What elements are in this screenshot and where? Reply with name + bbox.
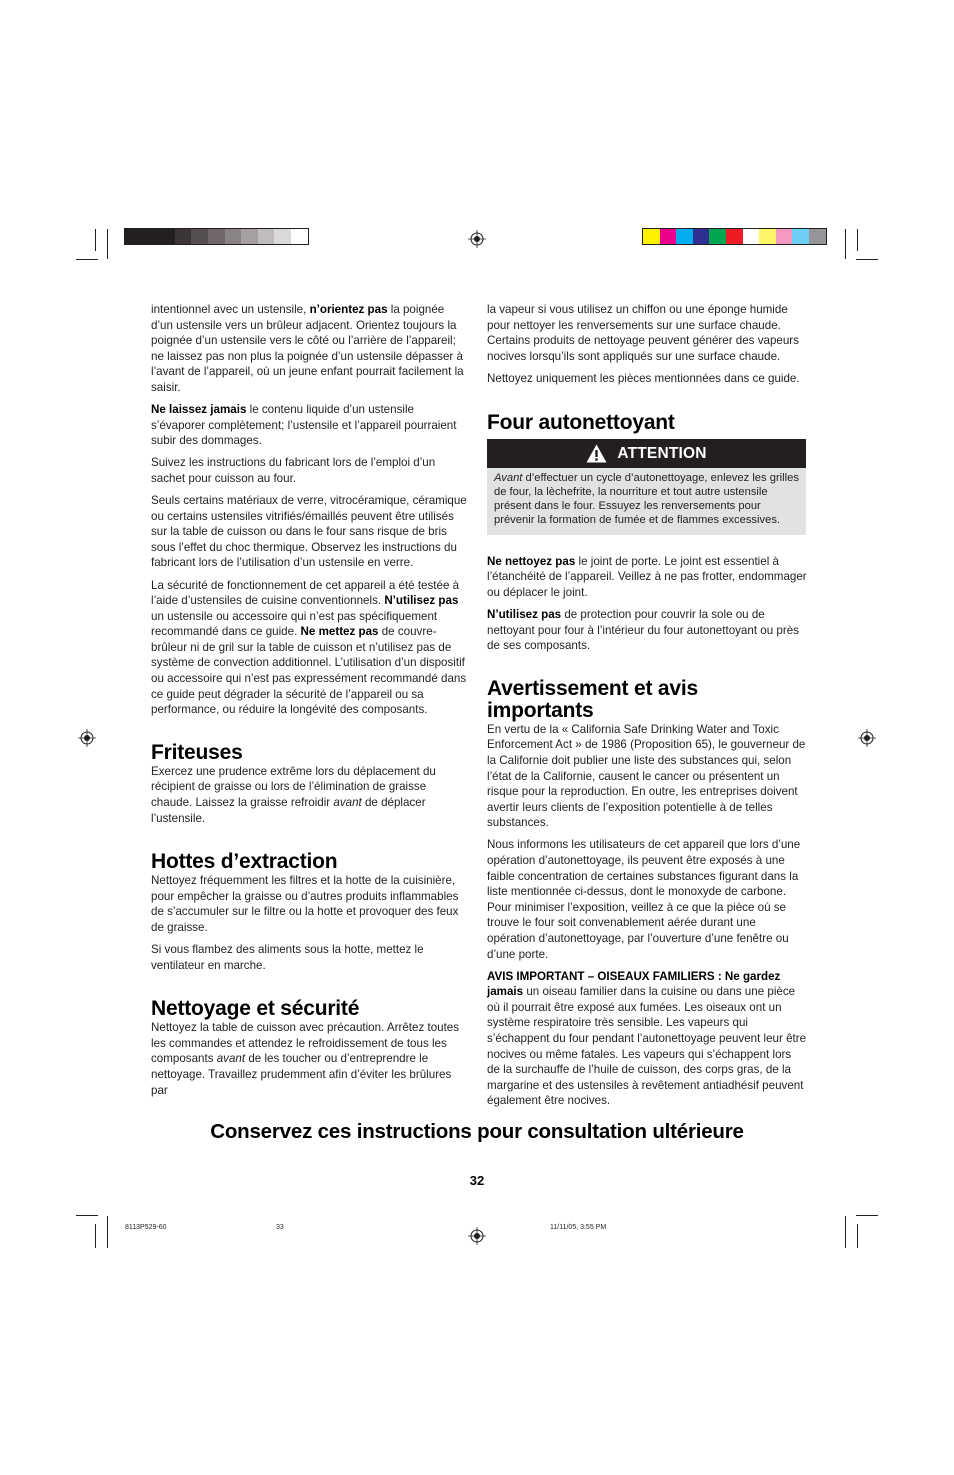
emphasis: Ne laissez jamais — [151, 403, 247, 417]
section-heading-avertissement: Avertissement et avis importants — [487, 676, 698, 722]
color-swatch — [225, 229, 242, 244]
crop-mark — [857, 229, 858, 251]
slug-job-code: 8113P529-60 — [125, 1224, 167, 1231]
registration-mark-icon — [858, 729, 876, 747]
section-heading-nettoyage: Nettoyage et sécurité — [151, 997, 360, 1021]
text: Nettoyez la table de cuisson avec précaution. Arrêtez toutes les commandes et attendez le refroidissement de tous les composants — [151, 1021, 460, 1066]
emphasis: AVIS IMPORTANT – OISEAUX FAMILIERS : Ne gardez jamais — [487, 969, 781, 999]
grayscale-calibration-bar — [124, 228, 309, 245]
text: La sécurité de fonctionnement de cet appareil a été testée à l’aide d’ustensiles de cuisine conventionnels. — [151, 578, 460, 608]
italic-text: avant — [333, 796, 362, 810]
text: le joint de porte. Le joint est essentiel à l’étanchéité de l’appareil. Veillez à ne pas frotter, endommager ou déplacer le joint. — [487, 554, 807, 599]
color-swatch — [241, 229, 258, 244]
color-calibration-bar — [642, 228, 827, 245]
text: de protection pour couvrir la sole ou de nettoyant pour four à l’intérieur du four autonettoyant ou près de ses composants. — [487, 607, 799, 653]
page-number: 32 — [469, 1173, 485, 1188]
attention-text — [487, 468, 806, 534]
registration-mark-icon — [468, 1227, 486, 1245]
emphasis: N’utilisez pas — [384, 594, 459, 608]
registration-mark-icon — [468, 230, 486, 248]
text: de couvre-brûleur ni de gril sur la table de cuisson et n’utilisez pas de système de convection additionnel. L’utilisation d’un dispositif ou accessoire qui n’est pas expressément recommandé dans ce guide peut dégrader la sécurité de l’appareil ou sa performance, ou réduire la longévité des composants. — [151, 625, 467, 717]
text: de déplacer l’ustensile. — [151, 796, 426, 825]
text: de les toucher ou d’entreprendre le nettoyage. Travaillez prudemment afin d’éviter les brûlures par — [151, 1052, 452, 1097]
paragraph — [487, 607, 807, 654]
color-swatch — [175, 229, 192, 244]
color-swatch — [776, 229, 793, 244]
emphasis: Ne nettoyez pas — [487, 554, 576, 568]
attention-header — [487, 439, 806, 468]
color-swatch — [809, 229, 826, 244]
crop-mark — [107, 1216, 108, 1248]
text: un oiseau familier dans la cuisine ou dans une pièce où il pourrait être exposé aux fumées. Les oiseaux ont un système respiratoire très sensible. Les vapeurs qui s’échappent du four pendant l’autonettoyage peuvent leur être nocives ou même fatales. Les vapeurs qui s’échappent lors de la surchauffe de l’huile de cuisson, des corps gras, de la margarine et des ustensiles à revêtement antiadhésif peuvent également être nocives. — [487, 985, 807, 1108]
text: un ustensile ou accessoire qui n’est pas spécifiquement recommandé dans ce guide. — [151, 609, 438, 639]
crop-mark — [845, 1216, 846, 1248]
color-swatch — [158, 229, 175, 244]
color-swatch — [792, 229, 809, 244]
color-swatch — [660, 229, 677, 244]
registration-mark-icon — [78, 729, 96, 747]
text: d’effectuer un cycle d’autonettoyage, enlevez les grilles de four, la lèchefrite, la nourriture et tout autre ustensile présent dans le four. Essuyez les renversements pour prévenir la formation de fumée et de flammes excessives. — [494, 472, 799, 526]
section-heading-hottes: Hottes d’extraction — [151, 850, 338, 874]
crop-mark — [845, 229, 846, 259]
paragraph: Nettoyez fréquemment les filtres et la hotte de la cuisinière, pour empêcher la graisse ou d’autres produits inflammables de s’accumuler sur le filtre ou la hotte et provoquer des feux de graisse. — [151, 874, 459, 934]
paragraph — [487, 969, 807, 1109]
paragraph — [151, 402, 467, 449]
color-swatch — [643, 229, 660, 244]
emphasis: N’utilisez pas — [487, 607, 562, 621]
attention-box — [487, 439, 806, 534]
color-swatch — [726, 229, 743, 244]
paragraph: la vapeur si vous utilisez un chiffon ou une éponge humide pour nettoyer les renversements sur une surface chaude. Certains produits de nettoyage peuvent générer des vapeurs nocives lorsqu’ils sont appliqués sur une surface chaude. — [487, 303, 799, 363]
crop-mark — [95, 1224, 96, 1248]
crop-mark — [76, 259, 98, 260]
warning-triangle-icon — [586, 444, 607, 463]
color-swatch — [258, 229, 275, 244]
paragraph: Nous informons les utilisateurs de cet appareil que lors d’une opération d’autonettoyage, ils peuvent être exposés à une faible concentration de certaines substances figurant dans la liste mentionnée ci-dessus, dont le monoxyde de carbone. Pour minimiser l’exposition, veillez à ce que la pièce où se trouve le four soit convenablement aérée durant une opération d’autonettoyage, par l’ouverture d’une fenêtre ou d’une porte. — [487, 838, 801, 961]
left-column — [151, 302, 467, 1105]
paragraph: Seuls certains matériaux de verre, vitrocéramique, céramique ou certains ustensiles vitrifiés/émaillés peuvent être utilisés sur la table de cuisson ou dans le four sans risque de bris sous l’effet du choc thermique. Observez les instructions du fabricant lors de l’utilisation d’un ustensile en verre. — [151, 494, 467, 570]
crop-mark — [856, 1215, 878, 1216]
text: le contenu liquide d’un ustensile s’évaporer complètement; l’ustensile et l’appareil pourraient subir des dommages. — [151, 403, 457, 448]
color-swatch — [743, 229, 760, 244]
emphasis: n’orientez pas — [309, 303, 388, 316]
paragraph: Nettoyez uniquement les pièces mentionnées dans ce guide. — [487, 371, 800, 385]
paragraph — [151, 764, 467, 826]
paragraph: Si vous flambez des aliments sous la hotte, mettez le ventilateur en marche. — [151, 943, 424, 972]
footer-title: Conservez ces instructions pour consultation ultérieure — [210, 1120, 744, 1143]
crop-mark — [107, 229, 108, 259]
section-heading-friteuses: Friteuses — [151, 740, 243, 764]
paragraph — [151, 578, 467, 718]
color-swatch — [676, 229, 693, 244]
text: intentionnel avec un ustensile, — [151, 303, 310, 316]
section-heading-four-autonettoyant: Four autonettoyant — [487, 411, 675, 435]
color-swatch — [208, 229, 225, 244]
emphasis: Ne mettez pas — [300, 625, 379, 639]
paragraph — [151, 302, 467, 396]
text: Exercez une prudence extrême lors du déplacement du récipient de graisse ou lors de l’élimination de graisse chaude. Laissez la graisse refroidir — [151, 764, 436, 810]
color-swatch — [709, 229, 726, 244]
slug-page: 33 — [276, 1224, 284, 1231]
italic-text: Avant — [494, 472, 523, 485]
right-column — [487, 302, 807, 1115]
color-swatch — [191, 229, 208, 244]
color-swatch — [274, 229, 291, 244]
crop-mark — [856, 259, 878, 260]
color-swatch — [693, 229, 710, 244]
paragraph — [151, 1020, 467, 1098]
color-swatch — [759, 229, 776, 244]
attention-label: ATTENTION — [617, 445, 707, 463]
paragraph: En vertu de la « California Safe Drinking Water and Toxic Enforcement Act » de 1986 (Proposition 65), le gouverneur de la Californie doit publier une liste des substances qui, selon l’état de la Californie, causent le cancer ou présentent un risque pour la reproduction. En outre, les entreprises doivent avertir leurs clients de l’exposition potentielle à de telles substances. — [487, 722, 806, 830]
paragraph — [487, 554, 807, 601]
text: la poignée d’un ustensile vers un brûleur adjacent. Orientez toujours la poignée d’un ustensile vers le côté ou l’arrière de l’appareil; ne laissez pas non plus la poignée d’un ustensile dépasser à l’avant de l’appareil, où un jeune enfant pourrait facilement la saisir. — [151, 303, 464, 394]
italic-text: avant — [216, 1052, 246, 1066]
crop-mark — [95, 229, 96, 251]
crop-mark — [857, 1224, 858, 1248]
slug-date: 11/11/05, 3:55 PM — [550, 1224, 607, 1231]
color-swatch — [142, 229, 159, 244]
color-swatch — [125, 229, 142, 244]
crop-mark — [76, 1215, 98, 1216]
color-swatch — [291, 229, 308, 244]
paragraph: Suivez les instructions du fabricant lors de l’emploi d’un sachet pour cuisson au four. — [151, 456, 436, 485]
